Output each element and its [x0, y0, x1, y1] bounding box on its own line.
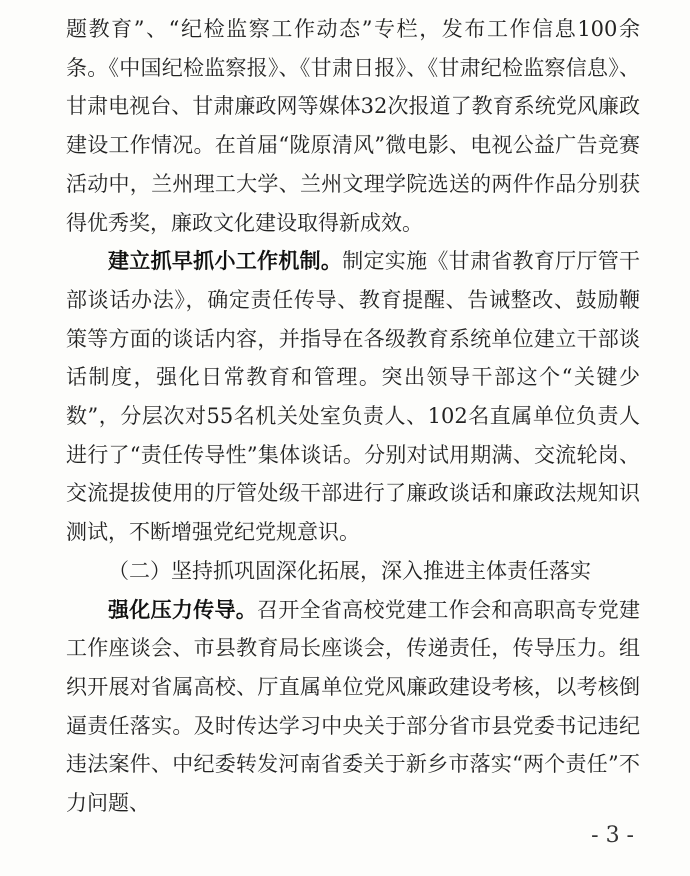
page-number: - 3 -: [591, 823, 634, 848]
document-body: [66, 10, 640, 823]
paragraph-talk-mechanism: [66, 242, 640, 552]
section-heading: [66, 552, 640, 591]
paragraph-lead: 建立抓早抓小工作机制。: [108, 248, 343, 274]
section-heading-text: （二）坚持抓巩固深化拓展，深入推进主体责任落实: [108, 558, 591, 583]
paragraph-pressure-transmission: [66, 591, 640, 823]
paragraph-text: 题教育”、“纪检监察工作动态”专栏，发布工作信息100余条。《中国纪检监察报》、《甘肃日报》、《甘肃纪检监察信息》、甘肃电视台、甘肃廉政网等媒体32次报道了教育系统党风廉政建设工作情况。在首届“陇原清风”微电影、电视公益广告竞赛活动中，兰州理工大学、兰州文理学院选送的两件作品分别获得优秀奖，廉政文化建设取得新成效。: [66, 17, 640, 235]
paragraph-text: 制定实施《甘肃省教育厅厅管干部谈话办法》，确定责任传导、教育提醒、告诫整改、鼓励鞭策等方面的谈话内容，并指导在各级教育系统单位建立干部谈话制度，强化日常教育和管理。突出领导干部这个“关键少数”，分层次对55名机关处室负责人、102名直属单位负责人进行了“责任传导性”集体谈话。分别对试用期满、交流轮岗、交流提拔使用的厅管处级干部进行了廉政谈话和廉政法规知识测试，不断增强党纪党规意识。: [66, 249, 641, 545]
paragraph-text: 召开全省高校党建工作会和高职高专党建工作座谈会、市县教育局长座谈会，传递责任，传导压力。组织开展对省属高校、厅直属单位党风廉政建设考核，以考核倒逼责任落实。及时传达学习中央关于部分省市县党委书记违纪违法案件、中纪委转发河南省委关于新乡市落实“两个责任”不力问题、: [66, 597, 641, 816]
paragraph-lead: 强化压力传导。: [108, 596, 258, 622]
paragraph-continuation: [66, 10, 640, 242]
